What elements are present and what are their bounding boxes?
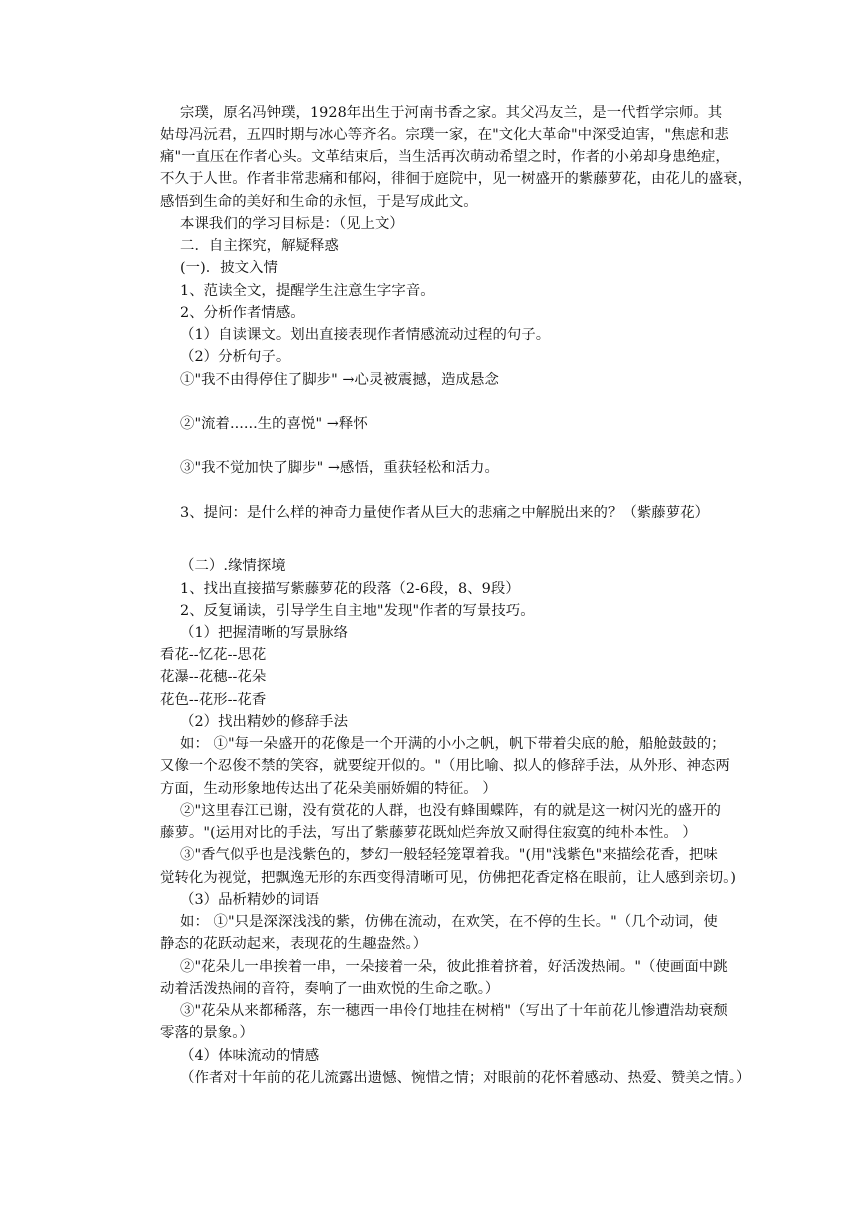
text-line: 宗璞，原名冯钟璞，1928年出生于河南书香之家。其父冯友兰，是一代哲学宗师。其 <box>180 105 723 121</box>
text-line: 如： ①"每一朵盛开的花像是一个开满的小小之帆，帆下带着尖底的舱，船舱鼓鼓的； <box>180 736 726 752</box>
text-line: 1、找出直接描写紫藤萝花的段落（2-6段，8、9段） <box>180 581 520 597</box>
text-line: 2、分析作者情感。 <box>180 305 305 321</box>
text-line: ③"我不觉加快了脚步" →感悟，重获轻松和活力。 <box>180 460 499 476</box>
text-line: （1）自读课文。划出直接表现作者情感流动过程的句子。 <box>180 327 551 343</box>
text-line: 看花--忆花--思花 <box>160 647 267 663</box>
text-line: 花瀑--花穗--花朵 <box>160 669 267 685</box>
text-line: 又像一个忍俊不禁的笑容，就要绽开似的。"（用比喻、拟人的修辞手法，从外形、神态两 <box>160 758 730 774</box>
subsection-heading: （二）.缘情探境 <box>180 558 286 574</box>
text-line: （3）品析精妙的词语 <box>180 892 320 908</box>
text-line: ①"我不由得停住了脚步" →心灵被震撼，造成悬念 <box>180 372 499 388</box>
text-line: ③"香气似乎也是浅紫色的，梦幻一般轻轻笼罩着我。"(用"浅紫色"来描绘花香，把味 <box>180 847 718 863</box>
text-line: 3、提问：是什么样的神奇力量使作者从巨大的悲痛之中解脱出来的？（紫藤萝花） <box>180 505 710 521</box>
text-line: 痛"一直压在作者心头。文革结束后，当生活再次萌动希望之时，作者的小弟却身患绝症， <box>160 149 730 165</box>
text-line: 本课我们的学习目标是：（见上文） <box>180 216 404 232</box>
text-line: 觉转化为视觉，把飘逸无形的东西变得清晰可见，仿佛把花香定格在眼前，让人感到亲切。) <box>160 870 737 886</box>
text-line: （4）体味流动的情感 <box>180 1048 320 1064</box>
text-line: 姑母冯沅君，五四时期与冰心等齐名。宗璞一家，在"文化大革命"中深受迫害，"焦虑和悲 <box>160 127 729 143</box>
text-line: ②"这里春江已谢，没有赏花的人群，也没有蜂围蝶阵，有的就是这一树闪光的盛开的 <box>180 803 721 819</box>
text-line: （2）找出精妙的修辞手法 <box>180 714 349 730</box>
text-line: 如： ①"只是深深浅浅的紫，仿佛在流动，在欢笑，在不停的生长。"（几个动词，使 <box>180 914 718 930</box>
text-line: ③"花朵从来都稀落，东一穗西一串伶仃地挂在树梢"（写出了十年前花儿惨遭浩劫衰颓 <box>180 1003 728 1019</box>
text-line: ②"流着......生的喜悦" →释怀 <box>180 416 368 432</box>
text-line: 零落的景象。） <box>160 1025 254 1041</box>
subsection-heading: (一)．披文入情 <box>180 260 278 276</box>
text-line: 2、反复诵读，引导学生自主地"发现"作者的写景技巧。 <box>180 603 535 619</box>
text-line: 动着活泼热闹的音符，奏响了一曲欢悦的生命之歌。） <box>160 981 500 997</box>
text-line: 不久于人世。作者非常悲痛和郁闷，徘徊于庭院中，见一树盛开的紫藤萝花，由花儿的盛衰， <box>160 171 753 187</box>
text-line: 方面，生动形象地传达出了花朵美丽娇媚的特征。 ） <box>160 781 497 797</box>
text-line: 花色--花形--花香 <box>160 692 267 708</box>
text-line: 感悟到生命的美好和生命的永恒，于是写成此文。 <box>160 194 478 210</box>
section-heading: 二．自主探究，解疑释惑 <box>180 238 339 254</box>
text-line: 1、范读全文，提醒学生注意生字字音。 <box>180 283 435 299</box>
text-line: （作者对十年前的花儿流露出遗憾、惋惜之情；对眼前的花怀着感动、热爱、赞美之情。） <box>180 1070 751 1086</box>
text-line: 静态的花跃动起来，表现花的生趣盎然。） <box>160 936 428 952</box>
text-line: （2）分析句子。 <box>180 349 291 365</box>
text-line: （1）把握清晰的写景脉络 <box>180 625 349 641</box>
text-line: ②"花朵儿一串挨着一串，一朵接着一朵，彼此推着挤着，好活泼热闹。"（使画面中跳 <box>180 959 728 975</box>
text-line: 藤萝。"(运用对比的手法，写出了紫藤萝花既灿烂奔放又耐得住寂寞的纯朴本性。 ） <box>160 825 697 841</box>
